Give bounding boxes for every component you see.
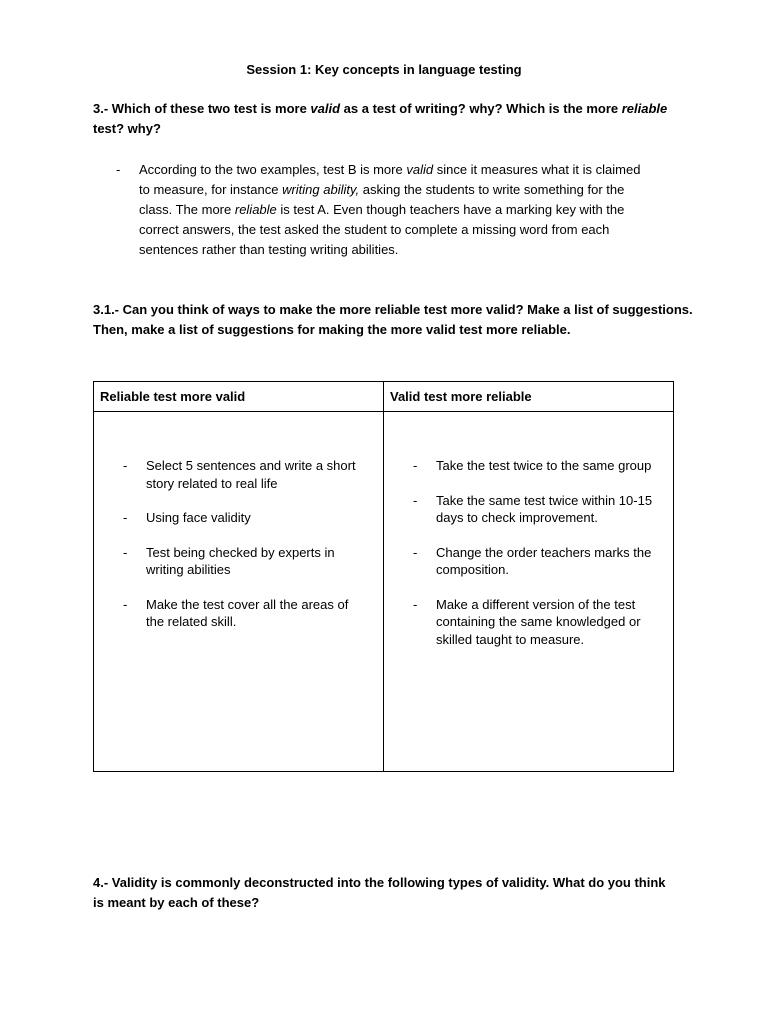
- page-title: Session 1: Key concepts in language testing: [246, 62, 522, 77]
- answer-bullet: -: [116, 162, 121, 177]
- left-column-cell: [94, 412, 384, 772]
- header-reliable-test-more-valid: Reliable test more valid: [94, 382, 384, 412]
- list-item: [413, 457, 657, 475]
- list-bullet: -: [123, 544, 128, 560]
- suggestions-table: [93, 381, 674, 772]
- list-bullet: -: [413, 544, 418, 560]
- list-item-text: Take the test twice to the same group: [436, 458, 652, 473]
- question-4: 4.- Validity is commonly deconstructed into the following types of validity. What do you think is meant by each of these?: [93, 875, 666, 910]
- list-bullet: -: [123, 596, 128, 612]
- list-item: [123, 544, 367, 579]
- list-bullet: -: [413, 596, 418, 612]
- list-bullet: -: [413, 492, 418, 508]
- answer-text-3: asking the students to write something for the class. The more: [139, 182, 625, 217]
- answer-emphasis-writing-ability: writing ability,: [282, 182, 360, 197]
- right-column-cell: [384, 412, 674, 772]
- list-item: [123, 596, 367, 631]
- list-item-text: Using face validity: [146, 510, 251, 525]
- list-item-text: Make a different version of the test containing the same knowledged or skilled taught to measure.: [436, 596, 641, 647]
- list-item: [413, 492, 657, 527]
- list-item-text: Select 5 sentences and write a short story related to real life: [146, 458, 356, 491]
- table-header-row: [94, 382, 674, 412]
- answer-emphasis-reliable: reliable: [234, 202, 277, 217]
- table-body-row: [94, 412, 674, 772]
- list-bullet: -: [413, 458, 418, 473]
- right-suggestion-list: [384, 412, 673, 648]
- question-3-1: 3.1.- Can you think of ways to make the more reliable test more valid? Make a list of suggestions. Then, make a list of suggestions for making the more valid test more reliable.: [93, 302, 693, 337]
- list-item-text: Test being checked by experts in writing abilities: [146, 544, 335, 577]
- question-3-emphasis-valid: valid: [310, 101, 341, 116]
- question-3-text-2: as a test of writing? why? Which is the more: [340, 101, 622, 116]
- list-item-text: Take the same test twice within 10-15 days to check improvement.: [436, 492, 653, 525]
- header-valid-test-more-reliable: Valid test more reliable: [384, 382, 674, 412]
- answer-text-1: According to the two examples, test B is more: [139, 162, 407, 177]
- answer-3-text: [139, 160, 652, 260]
- left-suggestion-list: [94, 412, 383, 631]
- answer-text-2: since it measures what it is claimed to measure, for instance: [139, 162, 641, 197]
- question-3-text-3: test? why?: [93, 121, 161, 136]
- list-item: [123, 509, 367, 527]
- question-3: [93, 99, 683, 139]
- answer-emphasis-valid: valid: [406, 162, 434, 177]
- list-item-text: Make the test cover all the areas of the related skill.: [146, 596, 349, 629]
- list-item-text: Change the order teachers marks the composition.: [436, 544, 652, 577]
- list-item: [413, 544, 657, 579]
- answer-3: [116, 160, 652, 260]
- list-item: [413, 596, 657, 649]
- question-3-emphasis-reliable: reliable: [621, 101, 668, 116]
- answer-text-4: is test A. Even though teachers have a marking key with the correct answers, the test asked the student to complete a missing word from each sentences rather than testing writing abilities.: [139, 202, 625, 257]
- list-bullet: -: [123, 458, 128, 473]
- question-3-text-1: 3.- Which of these two test is more: [93, 101, 311, 116]
- list-item: [123, 457, 367, 492]
- list-bullet: -: [123, 510, 128, 525]
